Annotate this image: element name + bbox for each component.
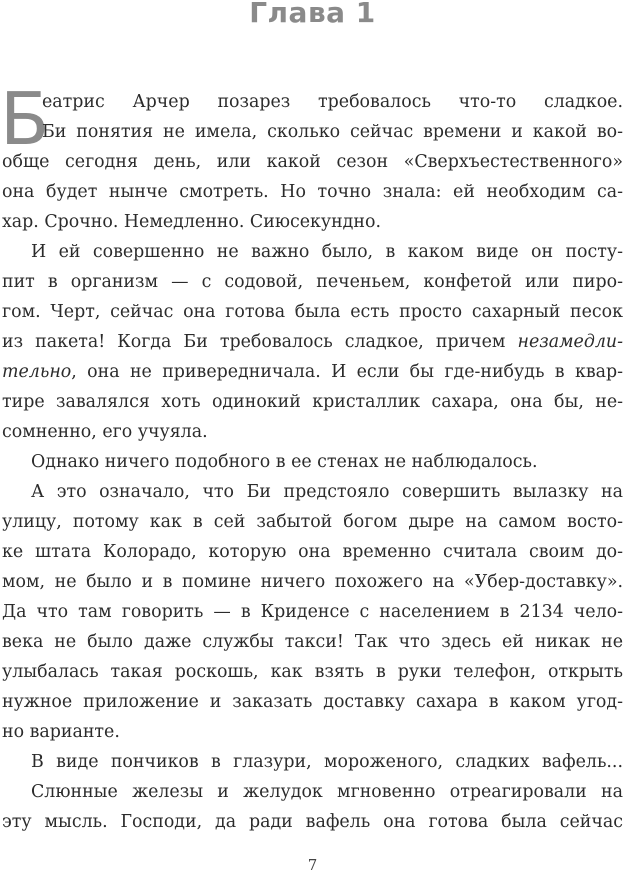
text-line: она будет нынче смотреть. Но точно знала: ей необходим са- [2, 182, 623, 202]
text-line: но варианте. [2, 722, 120, 742]
text-line: ке штата Колорадо, которую она временно считала своим до- [2, 542, 623, 562]
text-line: обще сегодня день, или какой сезон «Сверхъестественного» [2, 152, 623, 172]
text-line: века не было даже службы такси! Так что здесь ей никак не [2, 632, 623, 652]
text-line: мом, не было и в помине ничего похожего на «Убер-доставку». [2, 572, 623, 592]
text-line: И ей совершенно не важно было, в каком виде он посту- [31, 242, 623, 262]
text-line: нужное приложение и заказать доставку сахара в каком угод- [2, 692, 623, 712]
text-line: гом. Черт, сейчас она готова была есть просто сахарный песок [2, 302, 623, 322]
text-line: Би понятия не имела, сколько сейчас времени и какой во- [42, 122, 623, 142]
text-line: В виде пончиков в глазури, мороженого, сладких вафель... [31, 752, 623, 772]
text-line: Да что там говорить — в Криденсе с населением в 2134 чело- [2, 602, 623, 622]
text-line: тире завалялся хоть одинокий кристаллик сахара, она бы, не- [2, 392, 623, 412]
chapter-title: Глава 1 [249, 0, 376, 29]
text-line: Однако ничего подобного в ее стенах не наблюдалось. [31, 452, 538, 472]
text-segment: , она не привередничала. И если бы где-нибудь в квар- [71, 362, 623, 382]
text-line: хар. Срочно. Немедленно. Сиюсекундно. [2, 212, 381, 232]
text-line: сомненно, его учуяла. [2, 422, 208, 442]
text-segment: из пакета! Когда Би требовалось сладкое, причем [2, 332, 518, 352]
text-line [2, 357, 623, 387]
drop-cap: Б [0, 77, 50, 161]
text-line: Слюнные железы и желудок мгновенно отреагировали на [31, 782, 623, 802]
italic-text: незамедли- [517, 332, 623, 352]
text-line: А это означало, что Би предстояло совершить вылазку на [31, 482, 623, 502]
italic-text: тельно [2, 362, 72, 382]
page-number: 7 [307, 856, 318, 874]
text-line: улыбалась такая роскошь, как взять в руки телефон, открыть [2, 662, 623, 682]
text-line: еатрис Арчер позарез требовалось что-то сладкое. [42, 92, 623, 112]
text-line: улицу, потому как в сей забытой богом дыре на самом восто- [2, 512, 623, 532]
text-line: пит в организм — с содовой, печеньем, конфетой или пиро- [2, 272, 623, 292]
text-line [2, 327, 623, 357]
text-line: эту мысль. Господи, да ради вафель она готова была сейчас [2, 812, 623, 832]
